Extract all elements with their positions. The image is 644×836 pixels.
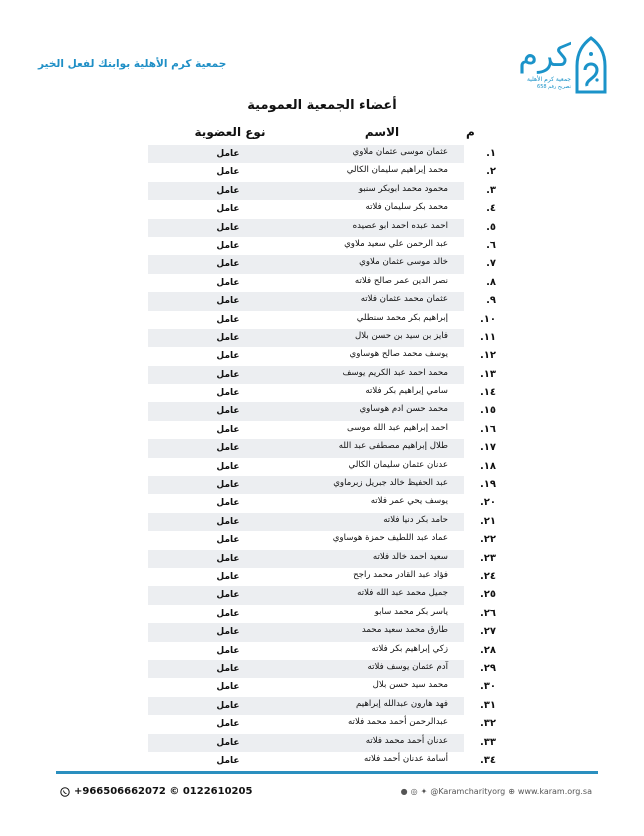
member-name: أسامة عدنان أحمد فلاته <box>364 753 448 764</box>
member-name: عماد عبد اللطيف حمزة هوساوي <box>332 533 448 544</box>
footer-divider <box>56 771 598 774</box>
member-name: عبد الرحمن علي سعيد ملاوي <box>344 238 448 249</box>
table-row <box>0 255 644 273</box>
member-name: سامي إبراهيم بكر فلاته <box>365 386 448 397</box>
member-number: ٣٠. <box>479 681 496 693</box>
member-number: ١٠. <box>479 313 496 325</box>
membership-type: عامل <box>216 388 240 399</box>
table-row <box>0 292 644 310</box>
footer-website: www.karam.org.sa <box>517 787 592 796</box>
member-name: عثمان محمد عثمان فلاته <box>360 294 448 305</box>
table-row <box>0 715 644 733</box>
logo-subtitle: جمعية كرم الأهلية <box>526 76 571 83</box>
footer-phones: +966506662072 © 0122610205 <box>74 786 253 797</box>
table-row <box>0 476 644 494</box>
twitter-icon: ✦ <box>420 787 428 796</box>
membership-type: عامل <box>216 314 240 325</box>
member-name: حامد بكر دنيا فلاته <box>383 514 448 525</box>
table-row <box>0 329 644 347</box>
footer-contact <box>60 786 252 797</box>
member-number: ٢٣. <box>479 552 496 564</box>
member-name: عبدالرحمن أحمد محمد فلاته <box>347 717 448 728</box>
membership-type: عامل <box>216 424 240 435</box>
table-row <box>0 494 644 512</box>
whatsapp-icon <box>60 787 70 797</box>
member-number: ٢. <box>486 166 496 178</box>
member-name: جميل محمد عبد الله فلاته <box>357 588 448 599</box>
snapchat-icon: ● <box>400 787 408 796</box>
column-header-number: م <box>466 125 475 139</box>
membership-type: عامل <box>216 167 240 178</box>
table-row <box>0 678 644 696</box>
logo-wordmark: كرم <box>518 36 571 74</box>
membership-type: عامل <box>216 682 240 693</box>
member-number: ١٤. <box>479 387 496 399</box>
membership-type: عامل <box>216 369 240 380</box>
member-number: ٢٦. <box>479 607 496 619</box>
member-number: ٣٣. <box>479 736 496 748</box>
table-row <box>0 182 644 200</box>
membership-type: عامل <box>216 332 240 343</box>
header-tagline: جمعية كرم الأهلية بوابتك لفعل الخير <box>38 58 227 70</box>
member-name: خالد موسى عثمان ملاوي <box>359 257 448 268</box>
member-number: ١٩. <box>479 479 496 491</box>
member-name: زكي إبراهيم بكر فلاته <box>371 643 448 654</box>
table-row <box>0 200 644 218</box>
table-row <box>0 311 644 329</box>
member-name: محمود محمد ابوبكر سنبو <box>358 183 448 194</box>
membership-type: عامل <box>216 571 240 582</box>
member-number: ٢١. <box>479 515 496 527</box>
membership-type: عامل <box>216 535 240 546</box>
membership-type: عامل <box>216 498 240 509</box>
membership-type: عامل <box>216 149 240 159</box>
member-name: ياسر بكر محمد سابو <box>374 606 448 617</box>
instagram-icon: ◎ <box>410 787 418 796</box>
member-name: محمد إبراهيم سليمان الكالي <box>346 165 448 176</box>
footer-social-handle: @Karamcharityorg <box>430 787 506 796</box>
membership-type: عامل <box>216 755 240 766</box>
member-number: ١٦. <box>479 423 496 435</box>
table-row <box>0 660 644 678</box>
member-number: ٢٠. <box>479 497 496 509</box>
member-name: محمد حسن ادم هوساوي <box>359 404 448 415</box>
member-number: ٩. <box>486 295 496 307</box>
table-row <box>0 623 644 641</box>
membership-type: عامل <box>216 185 240 196</box>
table-row <box>0 384 644 402</box>
membership-type: عامل <box>216 516 240 527</box>
member-name: آدم عثمان يوسف فلاته <box>367 661 448 672</box>
membership-type: عامل <box>216 700 240 711</box>
member-number: ٢٩. <box>479 662 496 674</box>
membership-type: عامل <box>216 259 240 270</box>
member-name: نصر الدين عمر صالح فلاته <box>354 275 448 286</box>
table-row <box>0 531 644 549</box>
table-row <box>0 347 644 365</box>
member-name: عبد الحفيظ خالد جبريل زبرماوي <box>333 478 448 489</box>
logo-emblem-icon <box>573 36 609 98</box>
member-name: يوسف يحي عمر فلاته <box>370 496 448 507</box>
organization-logo <box>505 36 615 100</box>
table-row <box>0 734 644 752</box>
table-row <box>0 237 644 255</box>
membership-type: عامل <box>216 204 240 215</box>
member-name: عدنان عثمان سليمان الكالي <box>348 459 448 470</box>
column-header-membership-type: نوع العضوية <box>194 125 266 139</box>
membership-type: عامل <box>216 461 240 472</box>
table-row <box>0 274 644 292</box>
table-row <box>0 752 644 770</box>
member-number: ٤. <box>486 203 496 215</box>
membership-type: عامل <box>216 608 240 619</box>
membership-type: عامل <box>216 296 240 307</box>
table-row <box>0 605 644 623</box>
table-row <box>0 219 644 237</box>
member-name: سعيد احمد خالد فلاته <box>372 551 448 562</box>
member-name: احمد إبراهيم عبد الله موسى <box>347 422 448 433</box>
member-name: عثمان موسى عثمان ملاوي <box>352 147 448 157</box>
member-number: ١٨. <box>479 460 496 472</box>
member-name: طارق محمد سعيد محمد <box>361 625 448 636</box>
table-row <box>0 145 644 163</box>
member-name: محمد سيد حسن بلال <box>372 680 448 691</box>
member-name: يوسف محمد صالح هوساوي <box>349 349 448 360</box>
member-number: ١. <box>486 148 496 159</box>
membership-type: عامل <box>216 406 240 417</box>
member-number: ١٧. <box>479 442 496 454</box>
member-number: ٦. <box>486 239 496 251</box>
membership-type: عامل <box>216 590 240 601</box>
members-table <box>0 145 644 770</box>
member-number: ١١. <box>479 331 496 343</box>
membership-type: عامل <box>216 719 240 730</box>
membership-type: عامل <box>216 240 240 251</box>
table-row <box>0 642 644 660</box>
member-number: ٢٢. <box>479 534 496 546</box>
member-name: طلال إبراهيم مصطفى عبد الله <box>338 441 448 452</box>
member-name: محمد احمد عبد الكريم يوسف <box>342 367 448 378</box>
table-row <box>0 513 644 531</box>
globe-icon: ⊕ <box>508 787 515 796</box>
membership-type: عامل <box>216 663 240 674</box>
member-name: إبراهيم بكر محمد سنطلي <box>356 312 448 323</box>
membership-type: عامل <box>216 553 240 564</box>
table-row <box>0 697 644 715</box>
member-name: فؤاد عبد القادر محمد راجح <box>353 569 448 580</box>
table-row <box>0 421 644 439</box>
member-name: فايز بن سيد بن حسن بلال <box>355 330 448 341</box>
membership-type: عامل <box>216 645 240 656</box>
member-number: ١٥. <box>479 405 496 417</box>
table-row <box>0 163 644 181</box>
member-number: ٣٤. <box>479 754 496 766</box>
member-number: ٢٧. <box>479 626 496 638</box>
table-row <box>0 586 644 604</box>
member-name: محمد بكر سليمان فلاته <box>365 202 448 213</box>
logo-permit: تصريح رقم 658 <box>537 84 571 90</box>
footer-links <box>401 787 592 796</box>
member-number: ٥. <box>486 221 496 233</box>
member-number: ٣١. <box>479 699 496 711</box>
member-number: ١٢. <box>479 350 496 362</box>
member-number: ٢٥. <box>479 589 496 601</box>
member-name: احمد عبده احمد ابو عصيده <box>352 220 448 231</box>
member-name: فهد هارون عبدالله إبراهيم <box>356 698 448 709</box>
member-number: ٨. <box>486 276 496 288</box>
table-row <box>0 366 644 384</box>
membership-type: عامل <box>216 222 240 233</box>
membership-type: عامل <box>216 627 240 638</box>
member-number: ٧. <box>486 258 496 270</box>
member-number: ٣٢. <box>479 718 496 730</box>
column-header-name: الاسم <box>364 125 400 139</box>
table-row <box>0 402 644 420</box>
member-number: ٣. <box>486 184 496 196</box>
document-title: أعضاء الجمعية العمومية <box>247 98 397 113</box>
table-row <box>0 439 644 457</box>
membership-type: عامل <box>216 443 240 454</box>
membership-type: عامل <box>216 737 240 748</box>
member-number: ١٣. <box>479 368 496 380</box>
member-number: ٢٨. <box>479 644 496 656</box>
table-row <box>0 550 644 568</box>
member-number: ٢٤. <box>479 570 496 582</box>
membership-type: عامل <box>216 277 240 288</box>
membership-type: عامل <box>216 351 240 362</box>
table-row <box>0 458 644 476</box>
membership-type: عامل <box>216 480 240 491</box>
member-name: عدنان أحمد محمد فلاته <box>365 735 448 746</box>
table-row <box>0 568 644 586</box>
